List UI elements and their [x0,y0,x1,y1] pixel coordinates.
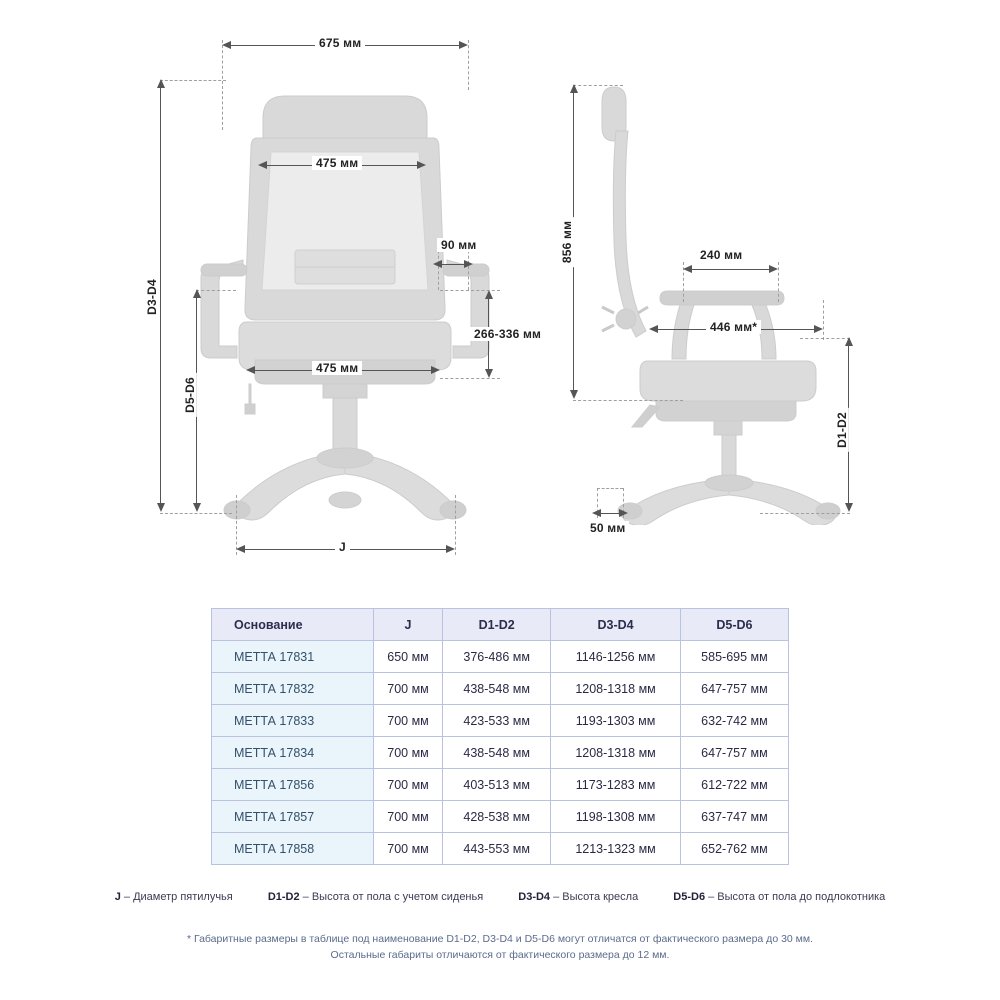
legend-text-d5d6: – Высота от пола до подлокотника [705,891,886,903]
cell-base: МЕТТА 17834 [212,737,374,769]
arrow-475seat-left [246,366,255,374]
cell-d5d6: 647-757 мм [680,737,788,769]
label-90: 90 мм [437,238,480,252]
cell-d5d6: 637-747 мм [680,801,788,833]
arrow-856-down [570,390,578,399]
legend-text-j: – Диаметр пятилучья [120,891,233,903]
ext-675-right [468,40,469,90]
label-675: 675 мм [315,36,365,50]
legend-item-d5d6 [673,891,885,903]
arrow-240-left [683,265,692,273]
arrow-d1d2-down [845,503,853,512]
specs-table [211,608,789,865]
cell-j: 700 мм [373,737,442,769]
arrow-856-up [570,84,578,93]
cell-j: 700 мм [373,673,442,705]
legend-code-d5d6: D5-D6 [673,891,706,903]
arrow-j-left [236,545,245,553]
table-row [212,801,789,833]
footnote-line-1: * Габаритные размеры в таблице под наименование D1-D2, D3-D4 и D5-D6 могут отличатся от фактического размера до 30 мм. [186,933,814,945]
cell-d5d6: 632-742 мм [680,705,788,737]
cell-d1d2: 428-538 мм [443,801,551,833]
label-j: J [335,540,350,554]
arrow-d3d4-down [157,503,165,512]
legend-text-d3d4: – Высота кресла [550,891,639,903]
footnote-line-2: Остальные габариты отличаются от фактического размера до 12 мм. [330,949,670,962]
label-d5d6: D5-D6 [183,373,197,417]
cell-d5d6: 612-722 мм [680,769,788,801]
ext-d3d4-bottom [160,513,232,514]
cell-d3d4: 1146-1256 мм [551,641,681,673]
label-856: 856 мм [560,217,574,267]
legend-code-d3d4: D3-D4 [518,891,551,903]
ext-d3d4-top [160,80,226,81]
arrow-446-left [649,325,658,333]
label-d3d4: D3-D4 [145,275,159,319]
arrow-475back-right [417,161,426,169]
ext-j-right [455,495,456,555]
table-row [212,769,789,801]
table-row [212,737,789,769]
cell-j: 700 мм [373,769,442,801]
cell-base: МЕТТА 17856 [212,769,374,801]
legend-code-d1d2: D1-D2 [267,891,300,903]
th-d1d2: D1-D2 [443,609,551,641]
table-header-row [212,609,789,641]
arrow-475back-left [258,161,267,169]
th-d3d4: D3-D4 [551,609,681,641]
label-266-336: 266-336 мм [470,327,545,341]
arrow-475seat-right [431,366,440,374]
label-446: 446 мм* [706,320,761,334]
arrow-50-right [619,509,628,517]
cell-d5d6: 652-762 мм [680,833,788,865]
ext-50-top [597,488,623,489]
cell-d5d6: 585-695 мм [680,641,788,673]
cell-d1d2: 423-533 мм [443,705,551,737]
legend-item-d3d4 [518,891,638,903]
table-row [212,641,789,673]
cell-base: МЕТТА 17832 [212,673,374,705]
th-base: Основание [212,609,374,641]
th-j: J [373,609,442,641]
arrow-675-right [459,41,468,49]
legend-code-j: J [114,891,121,903]
arrow-50-left [592,509,601,517]
ext-856-top [573,85,623,86]
arrow-266-down [485,369,493,378]
cell-d3d4: 1208-1318 мм [551,673,681,705]
legend-text-d1d2: – Высота от пола с учетом сиденья [299,891,484,903]
arrow-d1d2-up [845,337,853,346]
arrow-266-up [485,290,493,299]
cell-d1d2: 443-553 мм [443,833,551,865]
ext-675-left [222,40,223,130]
arrow-90-left [433,260,442,268]
chair-front-view [185,60,505,530]
cell-d5d6: 647-757 мм [680,673,788,705]
cell-d3d4: 1193-1303 мм [551,705,681,737]
table-row [212,833,789,865]
table-row [212,673,789,705]
cell-d3d4: 1208-1318 мм [551,737,681,769]
ext-240-right [778,262,779,302]
cell-j: 650 мм [373,641,442,673]
cell-d1d2: 438-548 мм [443,673,551,705]
cell-d3d4: 1173-1283 мм [551,769,681,801]
cell-j: 700 мм [373,705,442,737]
cell-j: 700 мм [373,833,442,865]
label-475-back: 475 мм [312,156,362,170]
arrow-d5d6-up [193,289,201,298]
arrow-240-right [769,265,778,273]
footnote [0,931,1000,964]
cell-j: 700 мм [373,801,442,833]
cell-d3d4: 1198-1308 мм [551,801,681,833]
legend-item-d1d2 [268,891,483,903]
cell-d3d4: 1213-1323 мм [551,833,681,865]
arrow-90-right [464,260,473,268]
arrow-d3d4-up [157,79,165,88]
th-d5d6: D5-D6 [680,609,788,641]
legend [0,891,1000,903]
cell-d1d2: 403-513 мм [443,769,551,801]
label-240: 240 мм [696,248,746,262]
label-d1d2: D1-D2 [835,408,849,452]
dimline-d3d4 [160,82,161,510]
table-row [212,705,789,737]
arrow-d5d6-down [193,503,201,512]
cell-d1d2: 438-548 мм [443,737,551,769]
cell-base: МЕТТА 17833 [212,705,374,737]
ext-d1d2-bottom [760,513,850,514]
chair-side-view [590,65,850,525]
label-50: 50 мм [586,521,629,535]
arrow-446-right [814,325,823,333]
ext-856-bottom [573,400,683,401]
cell-base: МЕТТА 17857 [212,801,374,833]
specs-table-wrap [211,608,789,865]
cell-base: МЕТТА 17831 [212,641,374,673]
legend-item-j [115,891,233,903]
ext-266-bottom [440,378,500,379]
ext-446-right [823,300,824,340]
cell-base: МЕТТА 17858 [212,833,374,865]
cell-d1d2: 376-486 мм [443,641,551,673]
label-475-seat: 475 мм [312,361,362,375]
dimline-240 [687,269,775,270]
arrow-j-right [446,545,455,553]
ext-d1d2-top [800,338,850,339]
arrow-675-left [222,41,231,49]
ext-d5d6-top [196,290,236,291]
